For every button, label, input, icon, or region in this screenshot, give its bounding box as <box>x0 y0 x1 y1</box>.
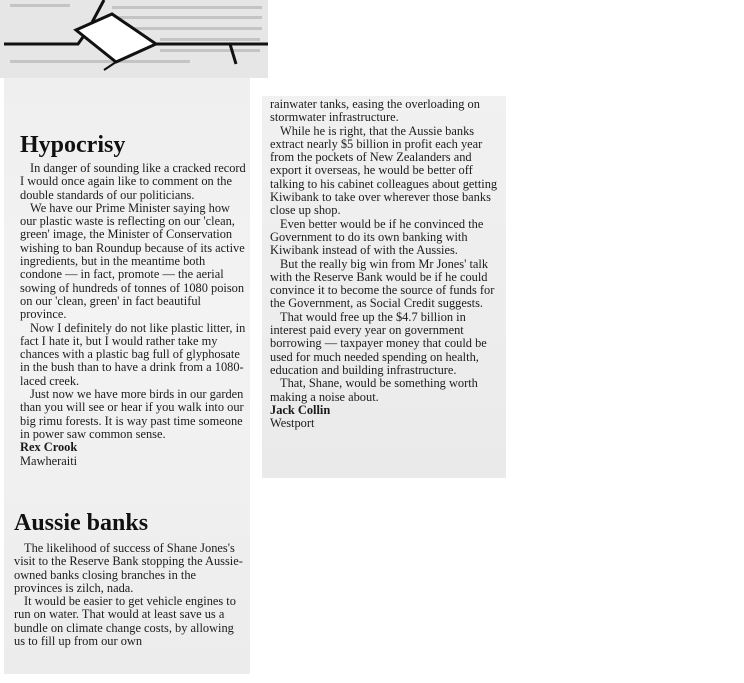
paragraph: It would be easier to get vehicle engines to run on water. That would at least save us a bundle on climate change costs, by allowing us to fill up from our own <box>14 594 236 649</box>
paragraph: Just now we have more birds in our garden than you will see or hear if you walk into our big rimu forests. It is way past time someone in power saw common sense. <box>20 387 244 441</box>
author-location: Mawheraiti <box>20 453 78 468</box>
paragraph: Now I definitely do not like plastic litter, in fact I hate it, but I would rather take my chances with a plastic bag full of glyphosate in the bush than to have a drink from a 1080-laced creek. <box>20 320 246 388</box>
newsprint-line-drawing <box>0 0 268 78</box>
letter-hypocrisy <box>20 132 246 468</box>
left-column-clipping <box>4 78 250 674</box>
paragraph: We have our Prime Minister saying how our plastic waste is reflecting on our 'clean, green' image, the Minister of Conservation wishing to ban Roundup because of its active ingredients, but in the meantime both condone — in fact, promote — the aerial sowing of hundreds of tonnes of 1080 poison on our 'clean, green' in fact beautiful province. <box>20 200 245 322</box>
paragraph: rainwater tanks, easing the overloading on stormwater infrastructure. <box>270 97 480 125</box>
paragraph: While he is right, that the Aussie banks extract nearly $5 billion in profit each year from the pockets of New Zealanders and export it overseas, he would be better off talking to his cabinet colleagues about getting Kiwibank to take over wherever those banks close up shop. <box>270 123 498 218</box>
headline: Hypocrisy <box>20 132 126 158</box>
paragraph: That, Shane, would be something worth making a noise about. <box>270 376 478 404</box>
paragraph: That would free up the $4.7 billion in interest paid every year on government borrowing — taxpayer money that could be used for much needed spending on health, education and building infrastructure. <box>270 309 487 377</box>
paragraph: Even better would be if he convinced the Government to do its own banking with Kiwibank instead of with the Aussies. <box>270 216 484 258</box>
cropped-article-fragment <box>0 0 268 78</box>
paragraph: In danger of sounding like a cracked record I would once again like to comment on the double standards of our politicians. <box>20 161 246 202</box>
right-column-clipping <box>262 96 506 478</box>
letter-aussie-banks-continued <box>270 98 502 430</box>
paragraph: But the really big win from Mr Jones' talk with the Reserve Bank would be if he could convince it to become the source of funds for the Government, as Social Credit suggests. <box>270 256 495 311</box>
author-location: Westport <box>270 416 315 431</box>
letter-aussie-banks <box>14 510 246 648</box>
author-name: Rex Crook <box>20 440 78 455</box>
author-name: Jack Collin <box>270 402 331 417</box>
headline: Aussie banks <box>14 510 149 536</box>
paragraph: The likelihood of success of Shane Jones's visit to the Reserve Bank stopping the Aussie-owned banks closing branches in the provinces is zilch, nada. <box>14 541 243 595</box>
